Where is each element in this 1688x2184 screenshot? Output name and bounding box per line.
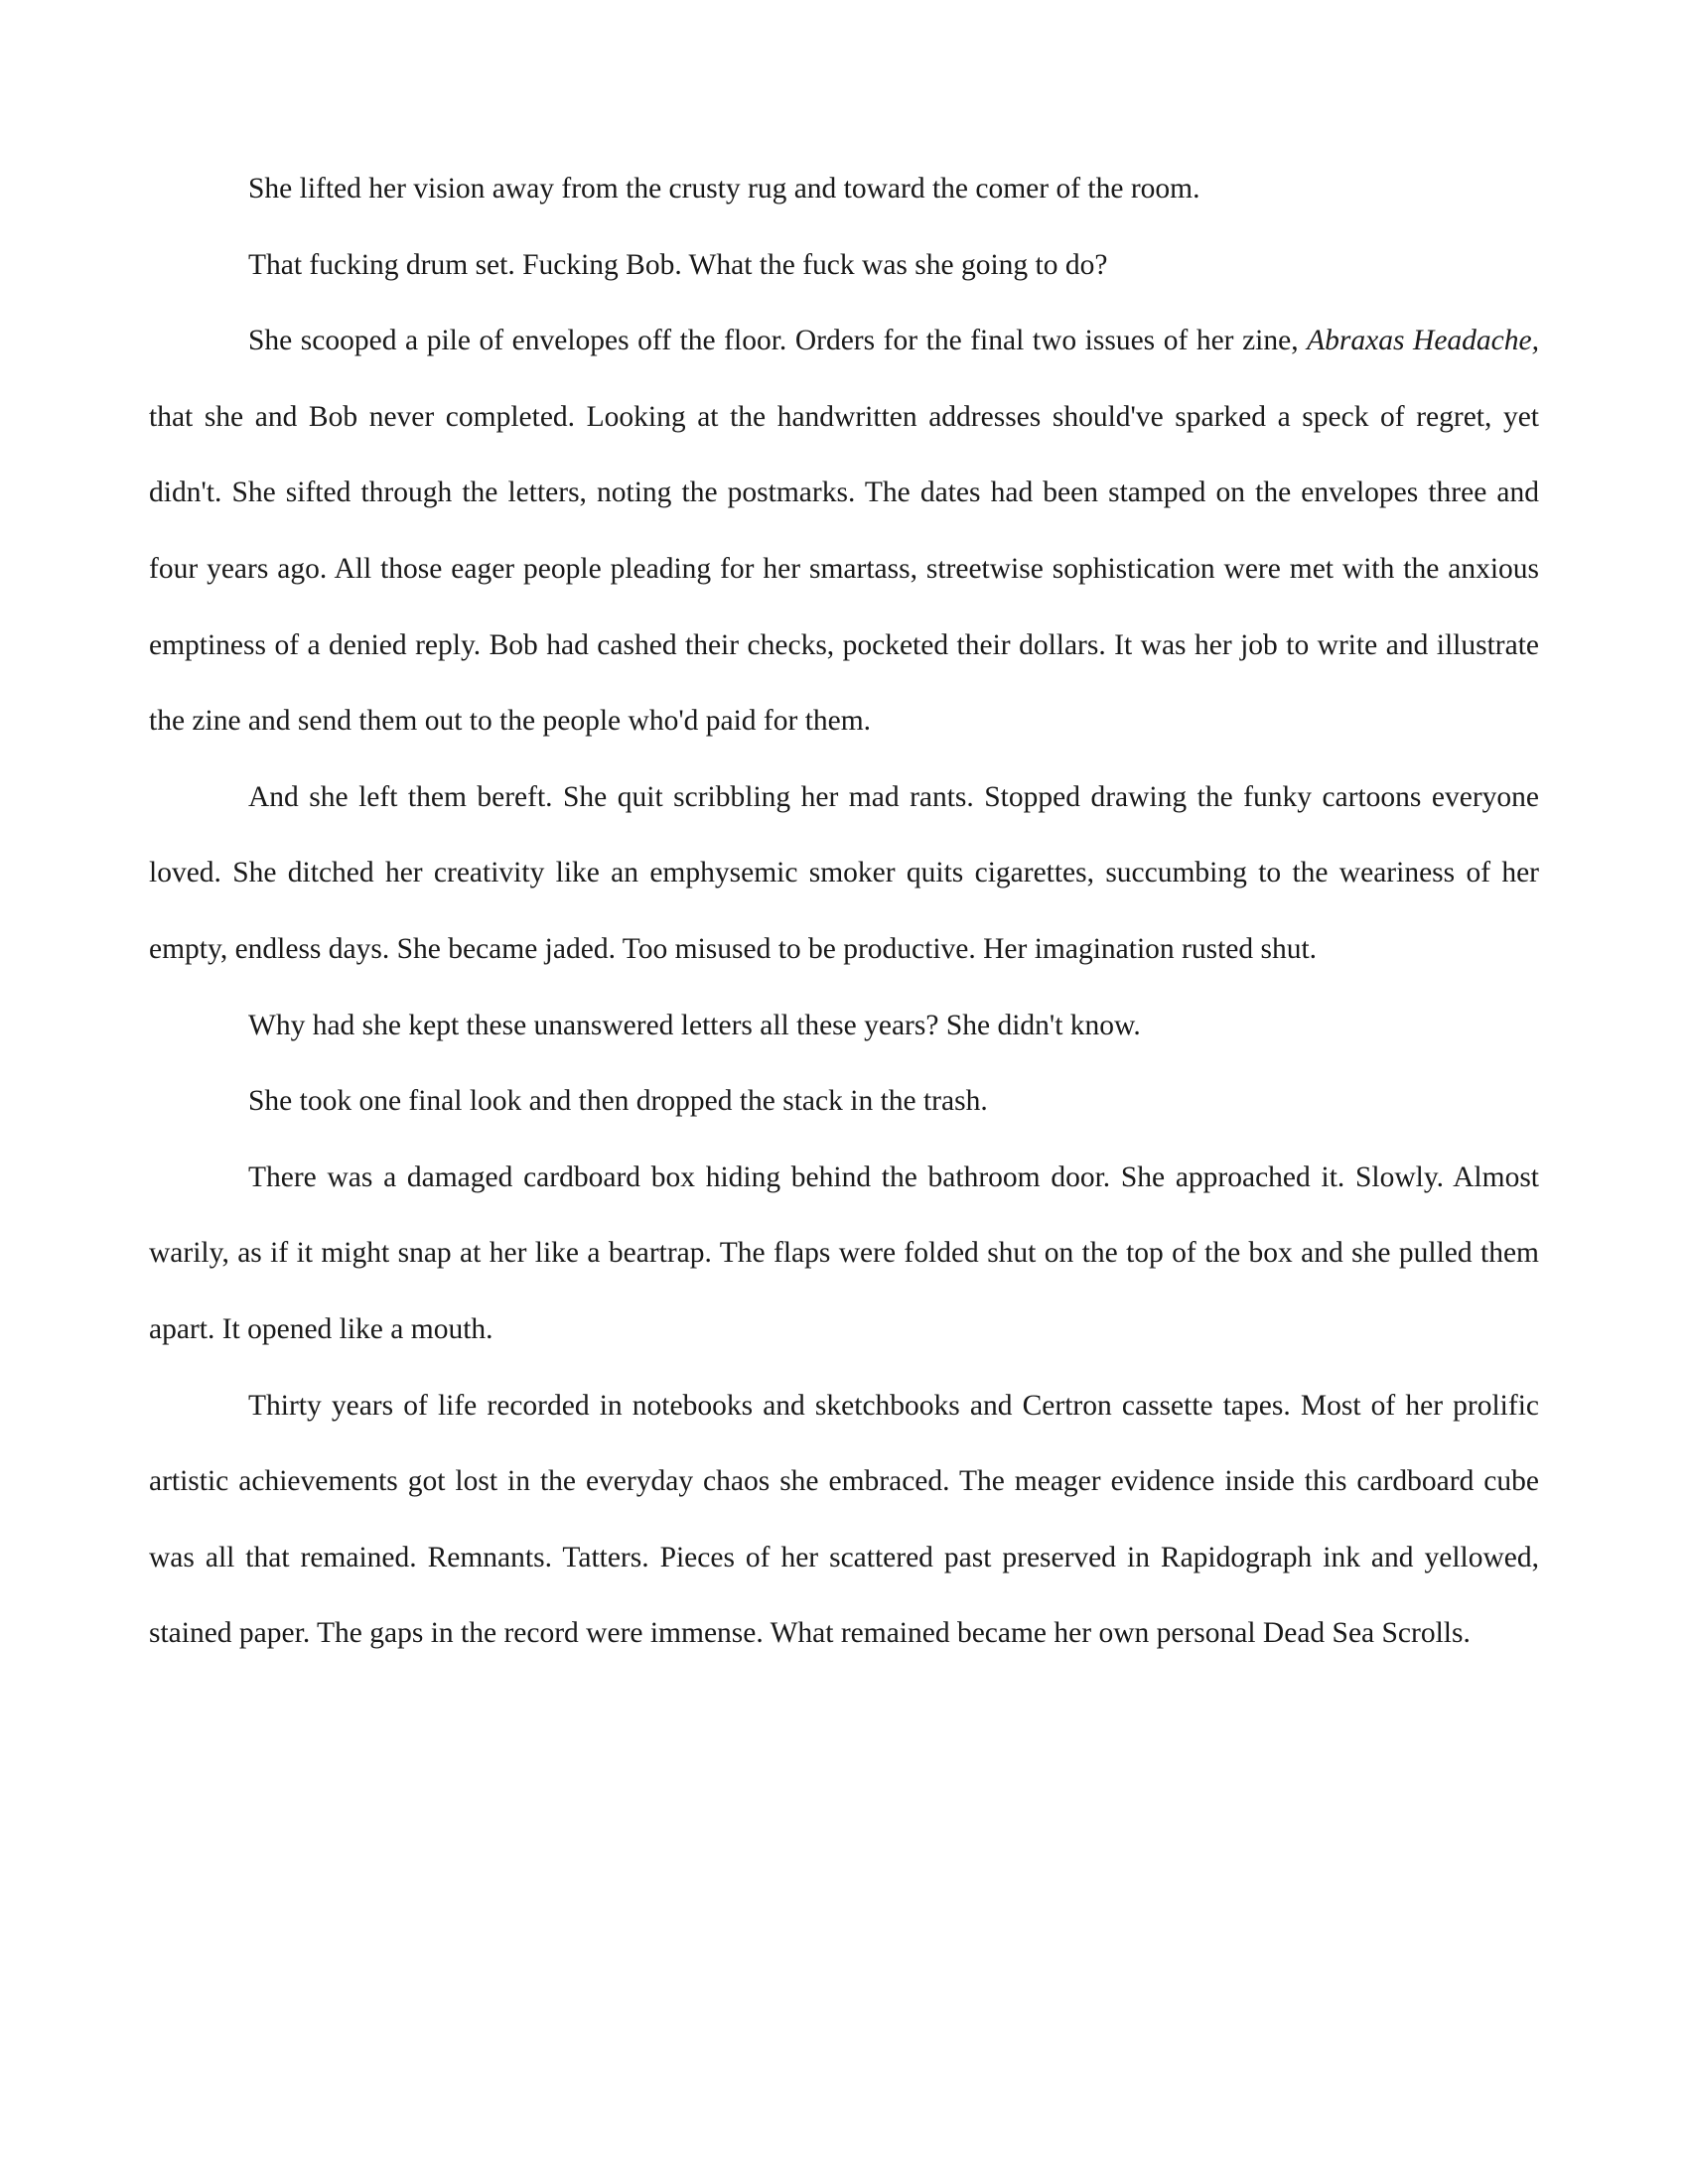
paragraph-1: She lifted her vision away from the crusty rug and toward the comer of the room. — [248, 173, 1200, 205]
zine-title: Abraxas Headache, — [1307, 325, 1539, 357]
paragraph-8: Thirty years of life recorded in notebooks and sketchbooks and Certron cassette tapes. Most of her prolific artistic achievements got lost in the everyday chaos she embraced. The meager evidence inside this cardboard cube was all that remained. Remnants. Tatters. Pieces of her scattered past preserved in Rapidograph ink and yellowed, stained paper. The gaps in the record were immense. What remained became her own personal Dead Sea Scrolls. — [149, 1389, 1539, 1650]
paragraph-3 — [149, 303, 1539, 759]
paragraph-5: Why had she kept these unanswered letters all these years? She didn't know. — [248, 1009, 1141, 1041]
paragraph-4: And she left them bereft. She quit scribbling her mad rants. Stopped drawing the funky cartoons everyone loved. She ditched her creativity like an emphysemic smoker quits cigarettes, succumbing to the weariness of her empty, endless days. She became jaded. Too misused to be productive. Her imagination rusted shut. — [149, 780, 1539, 965]
paragraph-3-after: that she and Bob never completed. Looking at the handwritten addresses should've sparked a speck of regret, yet didn't. She sifted through the letters, noting the postmarks. The dates had been stamped on the envelopes three and four years ago. All those eager people pleading for her smartass, streetwise sophistication were met with the anxious emptiness of a denied reply. Bob had cashed their checks, pocketed their dollars. It was her job to write and illustrate the zine and send them out to the people who'd paid for them. — [149, 400, 1539, 738]
paragraph-2: That fucking drum set. Fucking Bob. What the fuck was she going to do? — [248, 248, 1108, 281]
paragraph-3-before: She scooped a pile of envelopes off the floor. Orders for the final two issues of her zine, — [248, 325, 1308, 357]
body-text — [149, 151, 1539, 1672]
paragraph-7: There was a damaged cardboard box hiding behind the bathroom door. She approached it. Slowly. Almost warily, as if it might snap at her like a beartrap. The flaps were folded shut on the top of the box and she pulled them apart. It opened like a mouth. — [149, 1160, 1539, 1345]
paragraph-6: She took one final look and then dropped the stack in the trash. — [248, 1085, 988, 1118]
